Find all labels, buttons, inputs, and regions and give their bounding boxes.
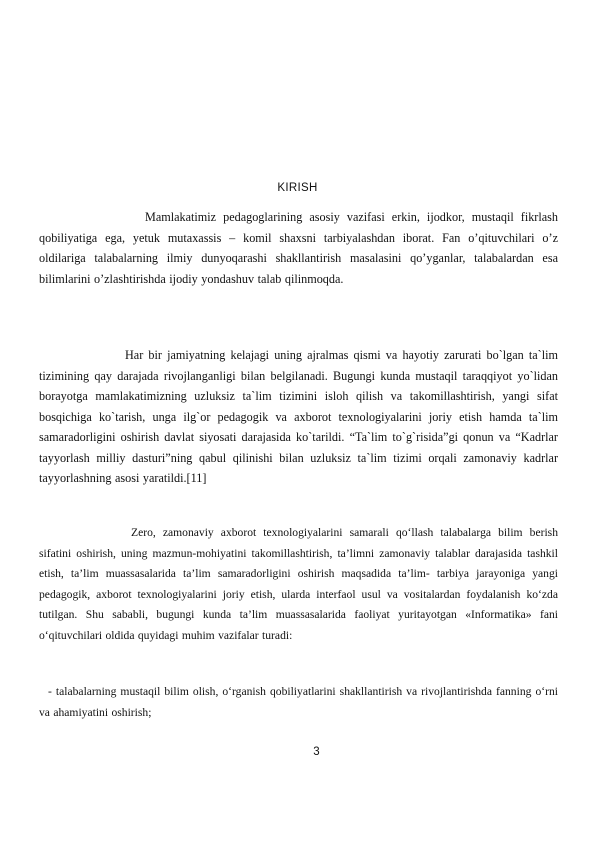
page-number: 3 xyxy=(313,746,320,758)
paragraph-1: Mamlakatimiz pedagoglarining asosiy vazifasi erkin, ijodkor, mustaqil fikrlash qobiliyatiga ega, yetuk mutaxassis – komil shaxsni tarbiyalashdan iborat. Fan o’qituvchilari o’z oldilariga talabalarning ilmiy dunyoqarashi shakllantirish masalasini qo’yganlar, talabalardan esa bilimlarini o’zlashtirishda ijodiy yondashuv talab qilinmoqda. xyxy=(39,210,558,286)
paragraph-2: Har bir jamiyatning kelajagi uning ajralmas qismi va hayotiy zarurati bo`lgan ta`lim tizimining qay darajada rivojlanganligi bilan belgilanadi. Bugungi kunda mustaqil taraqqiyot yo`lidan borayotga mamlakatimizning uzluksiz ta`lim tizimini isloh qilish va takomillashtirish, yangi sifat bosqichiga ko`tarish, unga ilg`or pedagogik va axborot texnologiyalarini joriy etish hamda ta`lim samaradorligini oshirish davlat siyosati darajasida ko`tarildi. “Ta`lim to`g`risida”gi qonun va “Kadrlar tayyorlash milliy dasturi”ning qabul qilinishi bilan uzluksiz ta`lim tizimi orqali zamonaviy kadrlar tayyorlashning asosi yaratildi.[11] xyxy=(39,348,558,485)
paragraph-3: Zero, zamonaviy axborot texnologiyalarini samarali qo‘llash talabalarga bilim berish sifatini oshirish, uning mazmun-mohiyatini takomillashtirish, ta’limni zamonaviy talablar darajasida tashkil etish, ta’lim muassasalarida ta’lim samaradorligini oshirish maqsadida ta’lim- tarbiya jarayoniga yangi pedagogik, axborot texnologiyalarini joriy etish, ularda interfaol usul va vositalardan foydalanish ko‘zda tutilgan. Shu sababli, bugungi kunda ta’lim muassasalarida faoliyat yuritayotgan «Informatika» fani o‘qituvchilari oldida quyidagi muhim vazifalar turadi: xyxy=(39,526,558,642)
list-item-1: - talabalarning mustaqil bilim olish, o‘rganish qobiliyatlarini shakllantirish va rivojlantirishda fanning o‘rni va ahamiyatini oshirish; xyxy=(39,685,558,719)
section-heading: KIRISH xyxy=(277,182,318,194)
